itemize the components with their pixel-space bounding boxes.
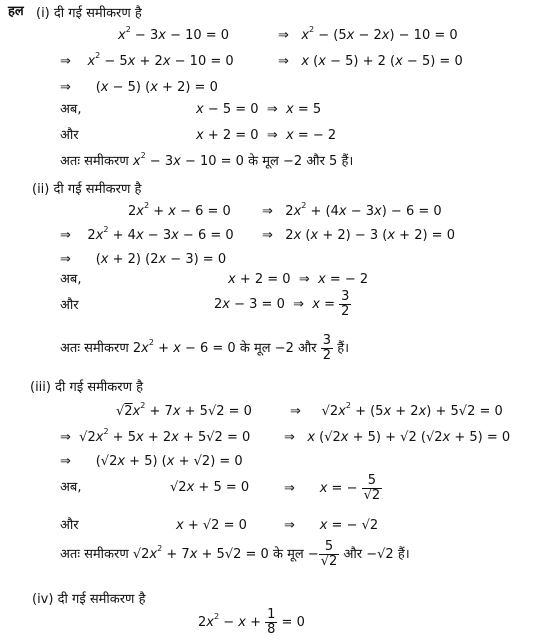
implies-icon: ⇒ (298, 272, 310, 287)
implies-icon: ⇒ (60, 54, 71, 69)
implies-icon: ⇒ (266, 128, 278, 143)
equation: ⇒ x = − √2 (284, 518, 379, 533)
word-ke-mool: के मूल (239, 341, 271, 356)
word-hain: हैं। (337, 341, 350, 356)
equation: ⇒ (x − 5) (x + 2) = 0 (60, 80, 218, 95)
equation: ⇒ (x + 2) (2x − 3) = 0 (60, 252, 227, 267)
implies-icon: ⇒ (284, 481, 295, 496)
equation: 2x − 3 = 0 ⇒ x = $\frac{3}{2}$ (214, 289, 350, 319)
equation: $√2x^2 + 7x + 5√2 = 0$ (116, 401, 252, 419)
word-aur: और (60, 518, 79, 533)
part-label: (ii) (32, 182, 50, 197)
implies-icon: ⇒ (262, 204, 273, 219)
equation: ⇒ $√2x^2 + 5x + 2x + 5√2 = 0$ (60, 427, 251, 445)
implies-icon: ⇒ (60, 80, 71, 95)
equation: $2x^2 + x - 6 = 0$ (128, 201, 231, 219)
part-label: (iii) (30, 380, 51, 395)
equation: ⇒ $x^2 - 5x + 2x - 10 = 0$ (60, 51, 234, 69)
equation: x + 2 = 0 ⇒ x = − 2 (196, 128, 337, 143)
equation: x − 5 = 0 ⇒ x = 5 (196, 102, 322, 117)
equation: $2x^2 - x$ + $\frac{1}{8}$ = 0 (198, 607, 305, 637)
part-intro-text: दी गई समीकरण है (55, 380, 144, 395)
implies-icon: ⇒ (284, 430, 295, 445)
conclusion: अतः समीकरण $x^2 - 3x - 10 = 0$ के मूल −2 और 5 हैं। (60, 151, 354, 169)
part-i-intro (36, 6, 142, 22)
word-ab: अब, (60, 480, 82, 495)
implies-icon: ⇒ (60, 454, 71, 469)
implies-icon: ⇒ (262, 228, 273, 243)
word-ab: अब, (60, 272, 82, 287)
part-iv-intro (32, 592, 146, 608)
equation: ⇒ $2x^2 + 4x - 3x - 6 = 0$ (60, 225, 234, 243)
implies-icon: ⇒ (60, 252, 71, 267)
word-ke-mool: के मूल (248, 154, 279, 169)
word-hain: हैं। (397, 547, 410, 562)
part-iii-intro (30, 380, 143, 396)
equation: √2x + 5 = 0 (170, 480, 250, 495)
root-value: −2 (282, 154, 303, 169)
part-ii-intro (32, 182, 141, 198)
part-label: (i) (36, 6, 50, 21)
word-aur: और (306, 154, 325, 169)
equation: $x^2 - 3x - 10 = 0$ (118, 25, 230, 43)
equation: ⇒ $x^2 - (5x - 2x) - 10 = 0$ (278, 25, 458, 43)
implies-icon: ⇒ (284, 518, 295, 533)
equation: ⇒ x (√2x + 5) + √2 (√2x + 5) = 0 (284, 430, 511, 445)
part-label: (iv) (32, 592, 54, 607)
part-intro-text: दी गई समीकरण है (53, 6, 142, 21)
part-intro-text: दी गई समीकरण है (53, 182, 142, 197)
word-atah: अतः समीकरण (60, 341, 129, 356)
word-ke-mool: के मूल (272, 547, 304, 562)
conclusion: अतः समीकरण $2x^2 + x - 6 = 0$ के मूल −2 और $\frac{3}{2}$ हैं। (60, 333, 350, 363)
equation: ⇒ $√2x^2 + (5x + 2x) + 5√2 = 0$ (290, 401, 503, 419)
word-aur: और (343, 547, 363, 562)
root-value: −√2 (366, 547, 394, 562)
implies-icon: ⇒ (293, 297, 305, 312)
word-atah: अतः समीकरण (60, 547, 129, 562)
word-aur: और (60, 298, 79, 313)
equation: ⇒ x (x − 5) + 2 (x − 5) = 0 (278, 54, 463, 69)
implies-icon: ⇒ (278, 28, 289, 43)
implies-icon: ⇒ (266, 102, 278, 117)
implies-icon: ⇒ (60, 228, 71, 243)
implies-icon: ⇒ (60, 430, 71, 445)
equation: ⇒ (√2x + 5) (x + √2) = 0 (60, 454, 243, 469)
implies-icon: ⇒ (290, 404, 301, 419)
word-aur: और (60, 128, 79, 143)
word-atah: अतः समीकरण (60, 154, 129, 169)
equation: ⇒ x = − $\frac{5}{√2}$ (284, 473, 381, 503)
word-aur: और (298, 341, 317, 356)
part-intro-text: दी गई समीकरण है (57, 592, 146, 607)
equation: ⇒ 2x (x + 2) − 3 (x + 2) = 0 (262, 228, 455, 243)
root-value: −2 (274, 341, 294, 356)
conclusion: अतः समीकरण $√2x^2 + 7x + 5√2 = 0$ के मूल − $\frac{5}{√2}$ और −√2 हैं। (60, 539, 410, 569)
word-ab: अब, (60, 102, 82, 117)
word-hain: हैं। (341, 154, 354, 169)
equation: x + 2 = 0 ⇒ x = − 2 (228, 272, 369, 287)
root-value: 5 (329, 154, 338, 169)
solution-heading: हल (8, 4, 24, 19)
equation: x + √2 = 0 (176, 518, 247, 533)
implies-icon: ⇒ (278, 54, 289, 69)
equation: ⇒ $2x^2 + (4x - 3x) - 6 = 0$ (262, 201, 442, 219)
